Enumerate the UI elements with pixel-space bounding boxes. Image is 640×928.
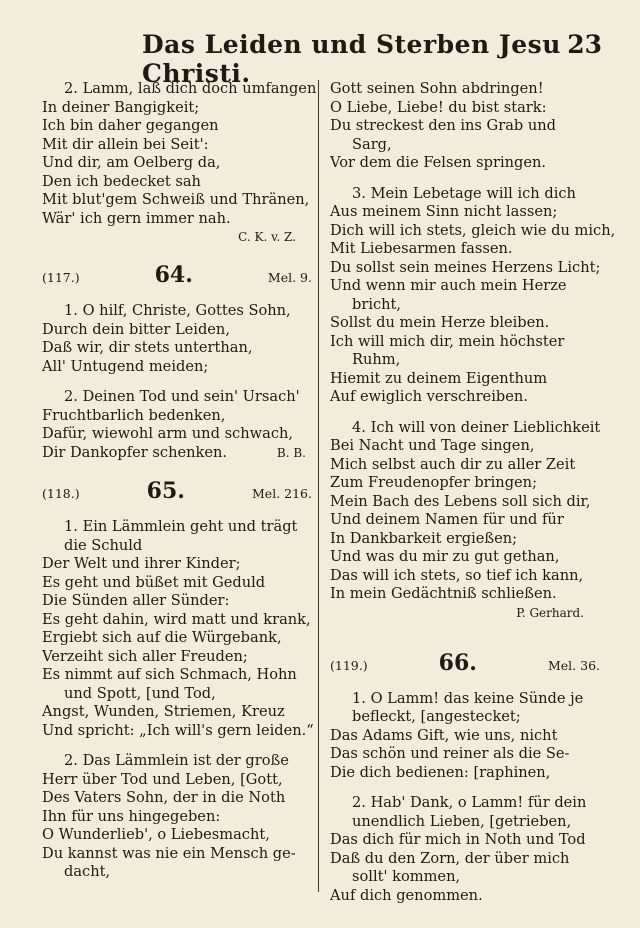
verse-line: Das Adams Gift, wie uns, nicht [330,726,558,744]
verse-line: Hiemit zu deinem Eigenthum [330,369,548,387]
verse-line: Es geht dahin, wird matt und krank, [42,610,311,628]
verse-line: Der Welt und ihrer Kinder; [42,555,241,572]
verse-line: Mit Liebesarmen fassen. [330,240,513,257]
verse-line: Das will ich stets, so tief ich kann, [330,566,584,584]
verse-line: Die Sünden aller Sünder: [42,592,230,609]
hymn-65 [42,478,312,882]
verse-line: Sollst du mein Herze bleiben. [330,314,550,331]
verse-line: 2. Hab' Dank, o Lamm! für dein [352,794,587,811]
verse-line: Bei Nacht und Tage singen, [330,437,535,454]
right-column [330,80,616,905]
verse-line: Du streckest den ins Grab und [330,117,557,134]
verse-line: Das schön und reiner als die Se- [330,745,570,762]
running-title: Das Leiden und Sterben Jesu Christi. [142,30,561,88]
verse-line: Mein Bach des Lebens soll sich dir, [330,492,591,510]
verse-line: Verzeiht sich aller Freuden; [42,647,248,665]
verse-line: Angst, Wunden, Striemen, Kreuz [42,703,285,720]
hymn-number: 66. [438,649,477,676]
hymn-63-continuation [42,80,317,246]
verse-line: 2. Das Lämmlein ist der große [64,752,289,769]
verse-line: Ich bin daher gegangen [42,117,219,134]
verse-line: Auf ewiglich verschreiben. [330,388,528,405]
verse-line: Zum Freudenopfer bringen; [330,474,537,491]
verse-line: In mein Gedächtniß schließen. [330,585,557,602]
verse-line: die Schuld [64,536,143,554]
hymn-65-continuation [330,80,616,622]
verse-line: Mit dir allein bei Seit': [42,135,209,153]
verse-line: Und deinem Namen für und für [330,511,564,528]
verse-line: Daß du den Zorn, der über mich [330,849,570,867]
verse-line: Du sollst sein meines Herzens Licht; [330,258,601,276]
verse-line: Aus meinem Sinn nicht lassen; [330,203,558,220]
verse-line: Ergiebt sich auf die Würgebank, [42,629,282,646]
verse-line: Gott seinen Sohn abdringen! [330,80,544,97]
verse-line: Und was du mir zu gut gethan, [330,548,560,565]
verse-line: Dir Dankopfer schenken. [42,443,228,461]
verse-line: Und wenn mir auch mein Herze [330,277,567,294]
verse-line: Ihn für uns hingegeben: [42,807,221,825]
hymn-id: (119.) [330,657,368,673]
page-header [0,30,640,88]
verse-line: 4. Ich will von deiner Lieblichkeit [352,418,601,436]
verse-line: bricht, [352,295,402,313]
verse-line: Durch dein bitter Leiden, [42,320,230,338]
verse-line: Dafür, wiewohl arm und schwach, [42,425,294,442]
verse-line: Und spricht: „Ich will's gern leiden.“ [42,721,314,739]
verse-line: Es geht und büßet mit Geduld [42,573,266,591]
verse-line: Fruchtbarlich bedenken, [42,406,226,424]
author-attribution: P. Gerhard. [516,605,584,620]
hymn-id: (117.) [42,270,80,285]
author-attribution: B. B. [276,445,306,460]
verse-line: In deiner Bangigkeit; [42,98,200,116]
author-attribution: C. K. v. Z. [238,230,296,244]
verse-line: Mich selbst auch dir zu aller Zeit [330,455,576,473]
verse-line: 2. Deinen Tod und sein' Ursach' [64,388,300,405]
column-divider [318,80,319,892]
verse-line: Ich will mich dir, mein höchster [330,332,565,350]
hymn-number: 65. [146,478,185,504]
hymn-header [42,478,312,512]
verse-line: Wär' ich gern immer nah. [42,209,231,227]
verse-line: Es nimmt auf sich Schmach, Hohn [42,666,297,683]
hymn-66 [330,650,600,906]
verse-line: Das dich für mich in Noth und Tod [330,831,586,848]
hymn-number: 64. [154,262,193,288]
verse-line: O Liebe, Liebe! du bist stark: [330,98,547,116]
hymn-header [330,650,600,684]
hymn-64 [42,262,312,462]
verse-line: In Dankbarkeit ergießen; [330,529,518,547]
verse-line: All' Untugend meiden; [42,357,209,375]
page-number: 23 [567,30,602,59]
verse-line: Den ich bedecket sah [42,172,201,190]
verse-line: 2. Lamm, laß dich doch umfangen [64,80,317,97]
verse-line: Auf dich genommen. [330,886,483,904]
verse-line: sollt' kommen, [352,868,461,885]
verse-line: Vor dem die Felsen springen. [330,154,547,171]
verse-line: dacht, [64,863,111,880]
verse-line: Daß wir, dir stets unterthan, [42,339,253,356]
left-column [42,80,317,882]
verse-line: Herr über Tod und Leben, [Gott, [42,770,283,788]
melody-reference: Mel. 36. [547,657,600,673]
verse-line: Die dich bedienen: [raphinen, [330,763,551,781]
verse-line: Des Vaters Sohn, der in die Noth [42,789,286,806]
verse-line: Ruhm, [352,351,401,368]
verse-line: Mit blut'gem Schweiß und Thränen, [42,191,310,208]
verse-line: unendlich Lieben, [getrieben, [352,812,572,830]
verse-line: Du kannst was nie ein Mensch ge- [42,844,296,862]
verse-line: Und dir, am Oelberg da, [42,154,221,171]
verse-line: befleckt, [angestecket; [352,708,521,725]
verse-end-row [42,444,312,463]
hymn-header [42,262,312,296]
verse-line: 1. O hilf, Christe, Gottes Sohn, [64,302,291,319]
melody-reference: Mel. 216. [252,486,312,501]
melody-reference: Mel. 9. [267,270,312,285]
verse-line: Sarg, [352,135,392,153]
verse-line: O Wunderlieb', o Liebesmacht, [42,826,270,843]
verse-line: 3. Mein Lebetage will ich dich [352,184,576,202]
hymn-id: (118.) [42,486,80,501]
verse-line: und Spott, [und Tod, [64,684,216,702]
verse-line: 1. Ein Lämmlein geht und trägt [64,518,298,535]
verse-line: 1. O Lamm! das keine Sünde je [352,689,584,707]
verse-line: Dich will ich stets, gleich wie du mich, [330,221,616,239]
